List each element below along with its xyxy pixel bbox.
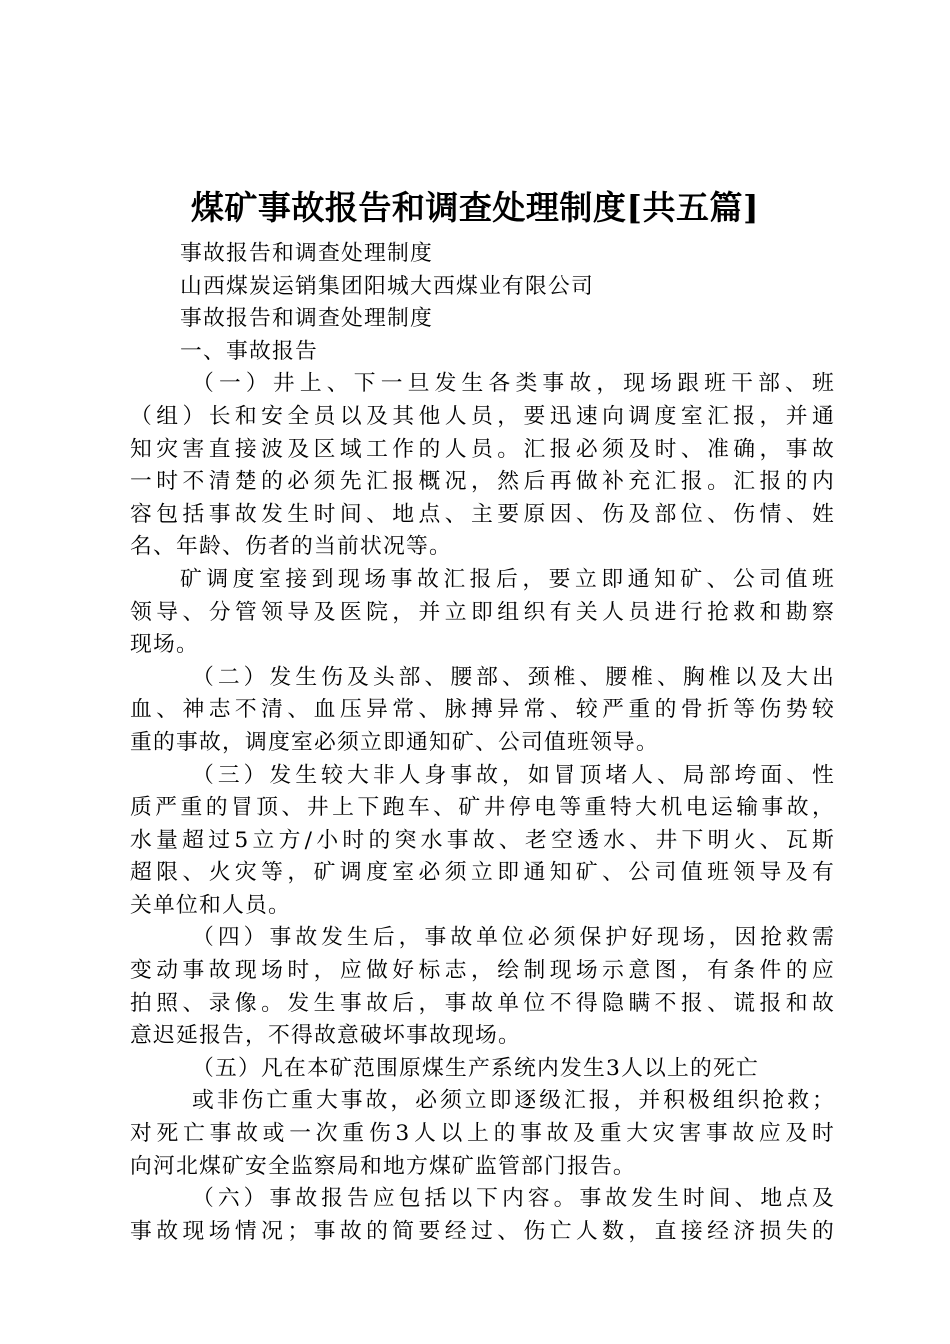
paragraph-line: 变动事故现场时，应做好标志，绘制现场示意图，有条件的应 (130, 958, 835, 984)
paragraph-line: （一）井上、下一旦发生各类事故，现场跟班干部、班 (192, 371, 835, 397)
paragraph-line: 领导、分管领导及医院，并立即组织有关人员进行抢救和勘察 (130, 599, 835, 625)
paragraph-line: 或非伤亡重大事故，必须立即逐级汇报，并积极组织抢救； (192, 1088, 835, 1114)
subtitle-line: 事故报告和调查处理制度 (180, 306, 433, 332)
document-body (130, 238, 835, 1248)
paragraph-line: 对死亡事故或一次重伤3人以上的事故及重大灾害事故应及时 (130, 1121, 835, 1147)
company-name-line: 山西煤炭运销集团阳城大西煤业有限公司 (180, 273, 594, 299)
paragraph-line: （四）事故发生后，事故单位必须保护好现场，因抢救需 (192, 925, 835, 951)
paragraph-line: 关单位和人员。 (130, 892, 291, 918)
section-heading: 一、事故报告 (180, 338, 318, 364)
paragraph-line: （组）长和安全员以及其他人员，要迅速向调度室汇报，并通 (130, 403, 835, 429)
paragraph-line: 质严重的冒顶、井上下跑车、矿井停电等重特大机电运输事故， (130, 795, 835, 821)
paragraph-line: 血、神志不清、血压异常、脉搏异常、较严重的骨折等伤势较 (130, 697, 835, 723)
paragraph-line: 事故现场情况；事故的简要经过、伤亡人数，直接经济损失的 (130, 1218, 835, 1244)
paragraph-line: 容包括事故发生时间、地点、主要原因、伤及部位、伤情、姓 (130, 501, 835, 527)
paragraph-line: 现场。 (130, 632, 199, 658)
paragraph-line: （五）凡在本矿范围原煤生产系统内发生3人以上的死亡 (192, 1055, 759, 1081)
paragraph-line: 水量超过5立方/小时的突水事故、老空透水、井下明火、瓦斯 (130, 827, 835, 853)
paragraph-line: （六）事故报告应包括以下内容。事故发生时间、地点及 (192, 1186, 835, 1212)
paragraph-line: 知灾害直接波及区域工作的人员。汇报必须及时、准确，事故 (130, 436, 835, 462)
paragraph-line: 一时不清楚的必须先汇报概况，然后再做补充汇报。汇报的内 (130, 469, 835, 495)
paragraph-line: 重的事故，调度室必须立即通知矿、公司值班领导。 (130, 729, 659, 755)
paragraph-line: 意迟延报告，不得故意破坏事故现场。 (130, 1023, 521, 1049)
document-title: 煤矿事故报告和调查处理制度[共五篇] (190, 188, 760, 227)
paragraph-line: 矿调度室接到现场事故汇报后，要立即通知矿、公司值班 (180, 566, 835, 592)
paragraph-line: （三）发生较大非人身事故，如冒顶堵人、局部垮面、性 (192, 762, 835, 788)
subtitle-line: 事故报告和调查处理制度 (180, 241, 433, 266)
paragraph-line: 拍照、录像。发生事故后，事故单位不得隐瞒不报、谎报和故 (130, 990, 835, 1016)
paragraph-line: 向河北煤矿安全监察局和地方煤矿监管部门报告。 (130, 1153, 636, 1179)
paragraph-line: （二）发生伤及头部、腰部、颈椎、腰椎、胸椎以及大出 (192, 664, 835, 690)
paragraph-line: 超限、火灾等，矿调度室必须立即通知矿、公司值班领导及有 (130, 860, 835, 886)
paragraph-line: 名、年龄、伤者的当前状况等。 (130, 534, 452, 560)
